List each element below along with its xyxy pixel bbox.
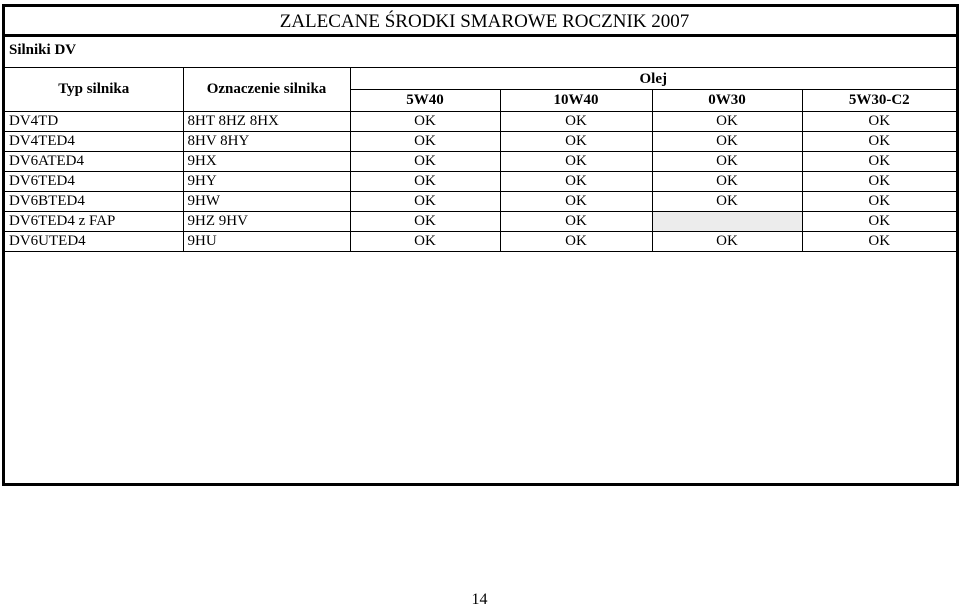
oil-approval-cell: OK xyxy=(500,232,652,252)
oil-approval-cell: OK xyxy=(802,172,956,192)
oil-approval-cell: OK xyxy=(652,172,802,192)
header-oil-10w40: 10W40 xyxy=(500,90,652,112)
oil-approval-cell xyxy=(652,212,802,232)
table-row xyxy=(5,152,956,172)
oil-approval-cell: OK xyxy=(652,192,802,212)
oil-approval-cell: OK xyxy=(802,212,956,232)
oil-approval-cell: OK xyxy=(350,212,500,232)
header-engine-type: Typ silnika xyxy=(5,68,183,112)
engine-type-cell: DV6ATED4 xyxy=(5,152,183,172)
engine-type-cell: DV6TED4 z FAP xyxy=(5,212,183,232)
section-label: Silniki DV xyxy=(9,42,77,58)
engine-code-cell: 9HX xyxy=(183,152,350,172)
oil-approval-cell: OK xyxy=(652,132,802,152)
page-title xyxy=(5,7,956,37)
oil-approval-cell: OK xyxy=(802,152,956,172)
oil-approval-cell: OK xyxy=(350,112,500,132)
header-oil-5w30-c2: 5W30-C2 xyxy=(802,90,956,112)
oil-approval-cell: OK xyxy=(802,232,956,252)
table-row xyxy=(5,232,956,252)
oil-approval-cell: OK xyxy=(350,192,500,212)
oil-approval-cell: OK xyxy=(500,172,652,192)
page-title-text: ZALECANE ŚRODKI SMAROWE ROCZNIK 2007 xyxy=(279,11,690,32)
oil-approval-cell: OK xyxy=(652,152,802,172)
engine-code-cell: 8HT 8HZ 8HX xyxy=(183,112,350,132)
table-header-row-1 xyxy=(5,68,956,90)
oil-approval-cell: OK xyxy=(350,172,500,192)
table-row xyxy=(5,192,956,212)
oil-approval-cell: OK xyxy=(802,112,956,132)
table-row xyxy=(5,112,956,132)
header-oil-group: Olej xyxy=(350,68,956,90)
oil-approval-cell: OK xyxy=(350,152,500,172)
table-body xyxy=(5,112,956,252)
engine-code-cell: 9HY xyxy=(183,172,350,192)
oil-approval-cell: OK xyxy=(802,192,956,212)
header-oil-5w40: 5W40 xyxy=(350,90,500,112)
oil-approval-cell: OK xyxy=(500,152,652,172)
engine-type-cell: DV4TED4 xyxy=(5,132,183,152)
header-oil-0w30: 0W30 xyxy=(652,90,802,112)
header-engine-code: Oznaczenie silnika xyxy=(183,68,350,112)
oil-approval-cell: OK xyxy=(350,232,500,252)
oil-approval-cell: OK xyxy=(500,132,652,152)
engine-type-cell: DV6TED4 xyxy=(5,172,183,192)
oil-approval-cell: OK xyxy=(350,132,500,152)
lubricants-table xyxy=(5,67,956,252)
engine-type-cell: DV6UTED4 xyxy=(5,232,183,252)
document-frame xyxy=(2,4,959,486)
page-number: 14 xyxy=(471,591,488,608)
oil-approval-cell: OK xyxy=(652,232,802,252)
table-row xyxy=(5,132,956,152)
engine-code-cell: 9HZ 9HV xyxy=(183,212,350,232)
oil-approval-cell: OK xyxy=(500,192,652,212)
table-row xyxy=(5,212,956,232)
engine-type-cell: DV4TD xyxy=(5,112,183,132)
table-row xyxy=(5,172,956,192)
oil-approval-cell: OK xyxy=(652,112,802,132)
oil-approval-cell: OK xyxy=(500,212,652,232)
engine-code-cell: 9HU xyxy=(183,232,350,252)
engine-code-cell: 9HW xyxy=(183,192,350,212)
engine-type-cell: DV6BTED4 xyxy=(5,192,183,212)
oil-approval-cell: OK xyxy=(500,112,652,132)
engine-code-cell: 8HV 8HY xyxy=(183,132,350,152)
oil-approval-cell: OK xyxy=(802,132,956,152)
